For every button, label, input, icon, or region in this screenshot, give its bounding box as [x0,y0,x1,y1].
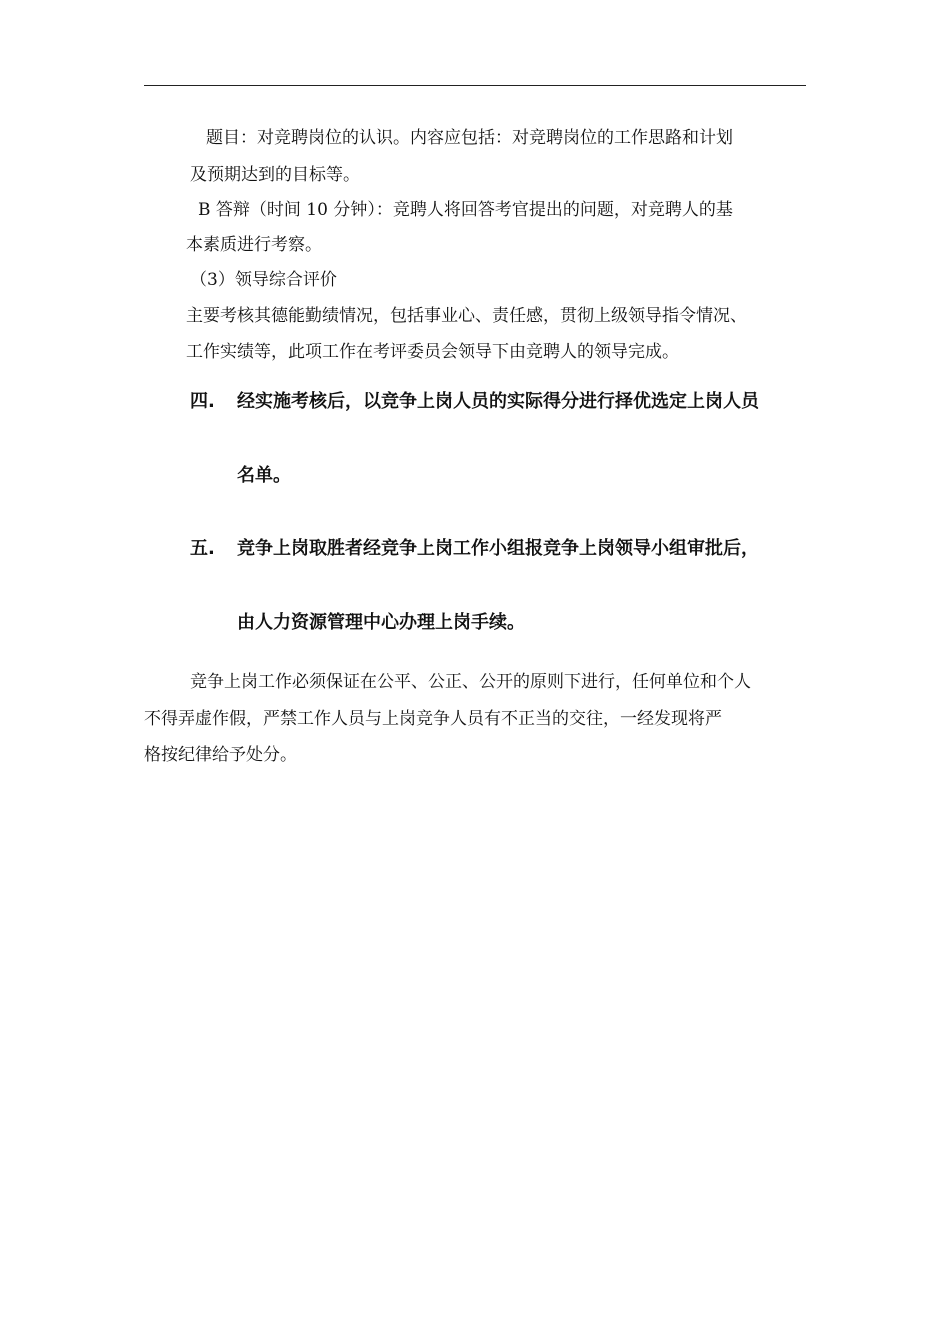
section4-number: 四. [190,391,215,412]
para1-line1: 题目：对竞聘岗位的认识。内容应包括：对竞聘岗位的工作思路和计划 [206,128,733,148]
closing-line1: 竞争上岗工作必须保证在公平、公正、公开的原则下进行，任何单位和个人 [190,672,751,692]
para3-line1: 主要考核其德能勤绩情况，包括事业心、责任感，贯彻上级领导指令情况、 [186,306,747,326]
header-rule [144,85,806,86]
section5-line1: 竞争上岗取胜者经竞争上岗工作小组报竞争上岗领导小组审批后， [237,538,759,559]
para2-line2: 本素质进行考察。 [186,235,322,255]
section4-line1: 经实施考核后，以竞争上岗人员的实际得分进行择优选定上岗人员 [237,391,759,412]
section5-number: 五. [190,538,215,559]
closing-line3: 格按纪律给予处分。 [144,745,297,765]
para1-line2: 及预期达到的目标等。 [190,165,360,185]
item3-heading: （3）领导综合评价 [190,270,337,290]
para3-line2: 工作实绩等，此项工作在考评委员会领导下由竞聘人的领导完成。 [186,342,679,362]
para2-line1: B 答辩（时间 10 分钟）：竞聘人将回答考官提出的问题，对竞聘人的基 [198,200,733,220]
section4-line2: 名单。 [237,465,291,486]
closing-line2: 不得弄虚作假，严禁工作人员与上岗竞争人员有不正当的交往，一经发现将严 [144,709,722,729]
section5-line2: 由人力资源管理中心办理上岗手续。 [237,612,525,633]
